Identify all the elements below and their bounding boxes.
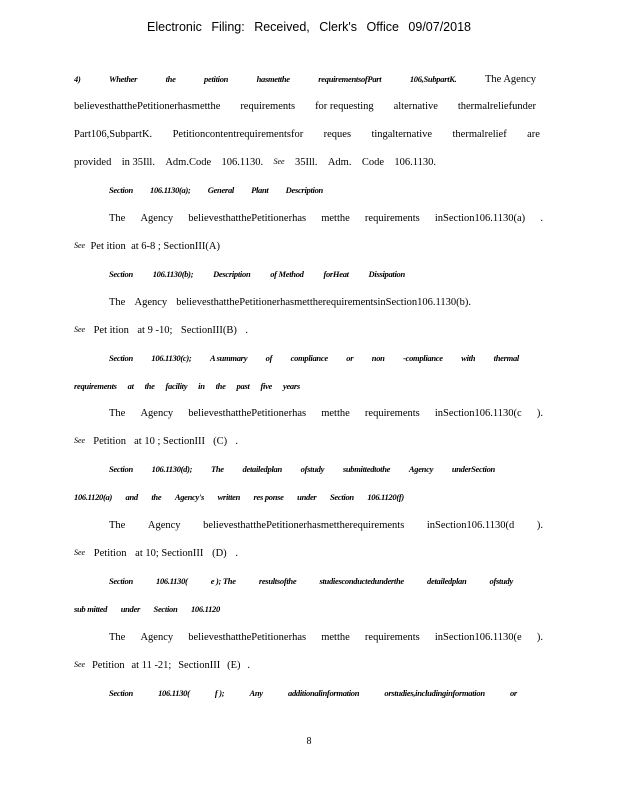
text-segment: metthe: [321, 632, 350, 643]
text-segment: at 11 -21;: [131, 660, 172, 671]
text-segment: (D): [212, 548, 227, 559]
text-segment: (E): [227, 660, 241, 671]
text-segment: thermalrelief: [452, 129, 507, 140]
text-segment: Agency: [134, 297, 168, 308]
text-segment: orstudies,includinginformation: [384, 688, 485, 698]
text-segment: sub mitted: [74, 604, 108, 614]
text-segment: resultsofthe: [258, 576, 297, 586]
text-segment: requirements: [240, 101, 296, 112]
text-line-5: [109, 185, 323, 195]
text-segment: non: [371, 353, 385, 363]
text-segment: at: [127, 381, 134, 391]
text-segment: Pet ition: [93, 325, 129, 336]
text-segment: detailedplan: [242, 464, 282, 474]
text-segment: metthe: [321, 213, 350, 224]
text-segment: five: [260, 381, 273, 391]
text-line-15: [109, 464, 495, 474]
text-segment: inSection106.1130(e: [434, 632, 522, 643]
text-segment: Pet ition: [90, 241, 126, 252]
text-line-20: [74, 604, 220, 614]
text-segment: 106.1120(f): [367, 492, 404, 502]
text-segment: requirementsofPart: [318, 74, 382, 84]
text-segment: alternative: [393, 101, 438, 112]
text-segment: past: [236, 381, 250, 391]
text-segment: 106,SubpartK.: [409, 74, 457, 84]
text-line-6: [109, 213, 543, 224]
text-segment: believesthatthePetitionerhasmetthe: [74, 101, 221, 112]
text-segment: The: [109, 408, 126, 419]
text-segment: detailedplan: [427, 576, 467, 586]
text-segment: .: [235, 548, 238, 559]
text-segment: under: [297, 492, 317, 502]
text-segment: ofstudy: [489, 576, 513, 586]
text-segment: 106.1120: [190, 604, 220, 614]
text-segment: Whether: [108, 74, 138, 84]
text-segment: The: [210, 464, 224, 474]
text-segment: 106.1130(: [158, 688, 190, 698]
text-segment: -compliance: [403, 353, 443, 363]
text-segment: Petition: [93, 436, 126, 447]
text-segment: Section: [109, 688, 133, 698]
text-line-12: [74, 381, 300, 391]
text-segment: The: [109, 632, 126, 643]
text-segment: See: [74, 548, 86, 557]
text-segment: SectionIII(B): [180, 325, 237, 336]
text-segment: 106.1120(a): [74, 492, 113, 502]
text-segment: requirements: [364, 213, 420, 224]
text-segment: believesthatthePetitionerhasmettherequirementsinSection106.1130(b).: [176, 297, 471, 308]
text-segment: 106.1130.: [394, 157, 436, 168]
text-line-16: [74, 492, 404, 502]
text-line-1: [74, 74, 536, 85]
text-segment: See: [74, 241, 86, 250]
text-line-21: [109, 632, 543, 643]
text-segment: under: [120, 604, 140, 614]
text-segment: Any: [249, 688, 263, 698]
text-line-17: [109, 520, 543, 531]
text-line-18: [74, 548, 238, 559]
text-line-7: [74, 241, 220, 252]
text-segment: forHeat: [323, 269, 349, 279]
text-segment: or: [509, 688, 517, 698]
text-line-14: [74, 436, 238, 447]
text-segment: Petition: [91, 660, 125, 671]
text-segment: requirements: [364, 408, 420, 419]
text-segment: at 10; SectionIII: [135, 548, 204, 559]
text-segment: at 9 -10;: [137, 325, 173, 336]
text-line-2: [74, 101, 536, 112]
text-line-8: [109, 269, 405, 279]
text-segment: Adm.: [327, 157, 352, 168]
text-segment: requirements: [364, 632, 420, 643]
text-segment: 106.1130(b);: [152, 269, 194, 279]
text-segment: Section: [329, 492, 354, 502]
text-segment: 106.1130.: [221, 157, 264, 168]
text-segment: General: [207, 185, 234, 195]
text-segment: Adm.Code: [165, 157, 212, 168]
text-segment: believesthatthePetitionerhas: [188, 213, 307, 224]
text-segment: compliance: [290, 353, 328, 363]
text-segment: See: [74, 660, 86, 669]
text-segment: 106.1130(d);: [151, 464, 193, 474]
text-segment: Agency: [140, 632, 174, 643]
text-segment: believesthatthePetitionerhas: [188, 408, 307, 419]
text-segment: additionalinformation: [288, 688, 360, 698]
text-segment: at 10 ; SectionIII: [134, 436, 205, 447]
text-segment: Section: [109, 576, 133, 586]
text-segment: (C): [213, 436, 228, 447]
text-segment: requirements: [74, 381, 117, 391]
text-segment: The: [109, 213, 126, 224]
text-segment: ofstudy: [300, 464, 325, 474]
text-segment: See: [74, 325, 86, 334]
text-segment: Section: [153, 604, 178, 614]
text-segment: Code: [361, 157, 384, 168]
text-segment: facility: [165, 381, 188, 391]
text-segment: Description: [285, 185, 323, 195]
text-segment: inSection106.1130(d: [426, 520, 515, 531]
text-segment: ).: [536, 632, 543, 643]
text-segment: the: [151, 492, 162, 502]
text-segment: Agency: [408, 464, 434, 474]
text-line-9: [109, 297, 471, 308]
text-segment: Section: [109, 353, 133, 363]
text-segment: in: [198, 381, 205, 391]
text-line-4: [74, 157, 436, 168]
text-segment: Plant: [251, 185, 269, 195]
text-segment: Part106,SubpartK.: [74, 129, 153, 140]
text-segment: reques: [323, 129, 352, 140]
text-segment: 4): [74, 74, 81, 84]
text-segment: Section: [109, 269, 133, 279]
text-line-11: [109, 353, 519, 363]
text-segment: f );: [214, 688, 225, 698]
text-segment: metthe: [321, 408, 350, 419]
text-segment: 106.1130(c);: [151, 353, 192, 363]
text-segment: .: [245, 325, 248, 336]
text-segment: years: [282, 381, 300, 391]
text-segment: Agency's: [174, 492, 205, 502]
text-segment: e ); The: [210, 576, 236, 586]
text-segment: .: [247, 660, 250, 671]
text-segment: inSection106.1130(c: [434, 408, 522, 419]
text-segment: the: [215, 381, 226, 391]
text-line-22: [74, 660, 250, 671]
text-line-13: [109, 408, 543, 419]
text-segment: petition: [204, 74, 229, 84]
text-segment: Petitioncontentrequirementsfor: [172, 129, 304, 140]
text-segment: in 35Ill.: [121, 157, 155, 168]
text-segment: See: [273, 157, 285, 166]
text-segment: and: [125, 492, 138, 502]
page-number: 8: [306, 736, 312, 747]
text-segment: 106.1130(a);: [150, 185, 191, 195]
text-segment: written: [217, 492, 241, 502]
text-line-23: [109, 688, 517, 698]
text-segment: The: [109, 297, 126, 308]
text-segment: A summary: [209, 353, 248, 363]
text-segment: Section: [109, 185, 133, 195]
text-segment: thermal: [493, 353, 519, 363]
text-segment: for requesting: [315, 101, 374, 112]
text-line-3: [74, 129, 540, 140]
text-segment: Section: [109, 464, 133, 474]
text-segment: at 6-8 ; SectionIII(A): [131, 241, 220, 252]
text-segment: believesthatthePetitionerhasmettherequirements: [203, 520, 405, 531]
text-segment: Agency: [147, 520, 181, 531]
text-segment: Agency: [140, 213, 174, 224]
text-segment: .: [540, 213, 543, 224]
text-segment: the: [144, 381, 155, 391]
text-segment: See: [74, 436, 86, 445]
text-segment: ).: [536, 520, 543, 531]
text-segment: underSection: [451, 464, 495, 474]
text-segment: studiesconductedunderthe: [319, 576, 404, 586]
text-segment: submittedtothe: [342, 464, 391, 474]
text-segment: or: [346, 353, 354, 363]
text-segment: Agency: [140, 408, 174, 419]
text-segment: of Method: [270, 269, 304, 279]
text-segment: Dissipation: [368, 269, 405, 279]
text-segment: of: [265, 353, 273, 363]
text-segment: SectionIII: [178, 660, 221, 671]
text-segment: with: [461, 353, 476, 363]
text-segment: the: [165, 74, 176, 84]
text-segment: Petition: [93, 548, 127, 559]
text-segment: hasmetthe: [256, 74, 290, 84]
text-segment: .: [235, 436, 238, 447]
text-segment: The Agency: [484, 74, 536, 85]
text-line-19: [109, 576, 513, 586]
text-segment: res ponse: [253, 492, 284, 502]
text-segment: The: [109, 520, 126, 531]
text-segment: tingalternative: [371, 129, 433, 140]
text-segment: believesthatthePetitionerhas: [188, 632, 307, 643]
filing-header: Electronic Filing: Received, Clerk's Office 09/07/2018: [147, 20, 471, 34]
text-segment: thermalreliefunder: [457, 101, 536, 112]
text-segment: provided: [74, 157, 112, 168]
text-line-10: [74, 325, 248, 336]
text-segment: Description: [213, 269, 251, 279]
text-segment: are: [527, 129, 540, 140]
text-segment: 106.1130(: [156, 576, 188, 586]
text-segment: ).: [536, 408, 543, 419]
text-segment: 35Ill.: [294, 157, 318, 168]
text-segment: inSection106.1130(a): [434, 213, 526, 224]
